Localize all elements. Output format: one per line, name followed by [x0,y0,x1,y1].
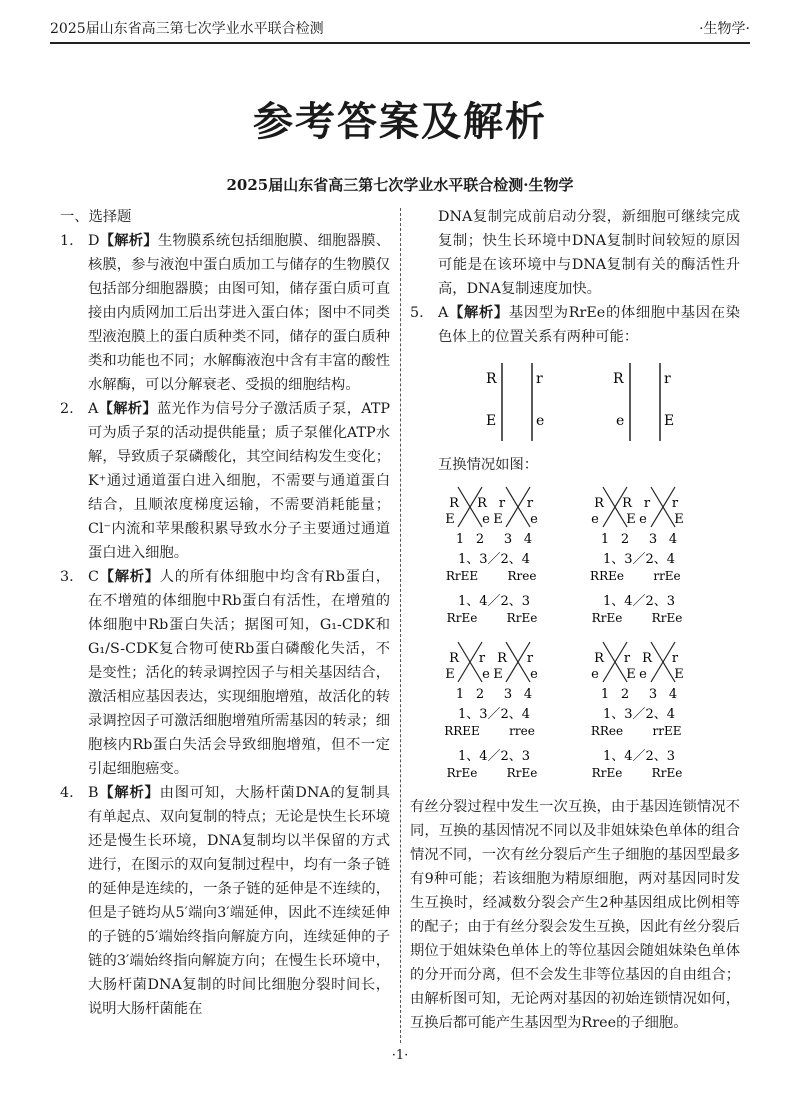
gene-label: R [622,496,632,511]
header-subject: ·生物学· [699,21,750,37]
gene-label: e [639,512,647,527]
gene-label: E [493,667,503,682]
analysis-tag: 【解析】 [99,233,158,249]
answer-text: 生物膜系统包括细胞膜、细胞器膜、核膜，参与液泡中蛋白质加工与储存的生物膜仅包括部分细胞器膜；由图可知，储存蛋白质可直接由内质网加工后出芽进入蛋白体；图中不同类型液泡膜上的蛋白质种类不同，储存的蛋白质种类和功能也不同；水解酶液泡中含有丰富的酸性水解酶，可以分解衰老、受损的细胞结构。 [88,233,391,393]
genotype-label: RrEe [651,611,683,625]
chromatid-number: 4 [668,532,678,547]
genotype-label: RrEe [591,766,623,780]
gene-label: R [449,496,459,511]
answer-choice: A [88,401,99,417]
gene-label: E [445,512,455,527]
gene-label: r [526,496,534,511]
chromatid-number: 1 [600,532,610,547]
chromatid-number: 1 [455,532,465,547]
genotype-label: RrEe [591,611,623,625]
gene-label: e [530,512,538,527]
answer-item-5 [410,301,740,349]
gene-label: e [530,667,538,682]
combination-label: 1、4／2、3 [457,749,531,764]
gene-label: r [536,371,543,387]
genotype-label: RRee [590,724,624,738]
gene-label: R [613,371,624,387]
chromosome-pair-a [486,363,544,441]
section-heading: 一、选择题 [60,209,132,225]
answer-choice: A [438,305,449,321]
answer-text: 由图可知，大肠杆菌DNA的复制具有单起点、双向复制的特点；无论是快生长环境还是慢生长环境，DNA复制均以半保留的方式进行，在图示的双向复制过程中，均有一条子链的延伸是连续的，一条子链的延伸是不连续的，但是子链均从5′端向3′端延伸，因此不连续延伸的子链的5′端始终指向解旋方向，连续延伸的子链的3′端始终指向解旋方向；在慢生长环境中，大肠杆菌DNA复制的时间比细胞分裂时间长，说明大肠杆菌能在 [88,785,391,1017]
gene-label: E [626,512,636,527]
chromatid-number: 2 [620,687,630,702]
combination-label: 1、3／2、4 [457,552,531,567]
answer-5-conclusion: 有丝分裂过程中发生一次互换，由于基因连锁情况不同，互换的基因情况不同以及非姐妹染色单体的组合情况不同，一次有丝分裂后产生子细胞的基因型最多有9种可能；若该细胞为精原细胞，两对基因同时发生互换时，经减数分裂会产生2种基因组成比例相等的配子；由于有丝分裂会发生互换，因此有丝分裂后期位于姐妹染色单体上的等位基因会随姐妹染色单体的分开而分离，但不会发生非等位基因的自由组合；由解析图可知，无论两对基因的初始连锁情况如何，互换后都可能产生基因型为Rree的子细胞。 [410,799,741,1031]
answer-text: 人的所有体细胞中均含有Rb蛋白，在不增殖的体细胞中Rb蛋白有活性，在增殖的体细胞中Rb蛋白失活；据图可知，G₁-CDK和G₁/S-CDK复合物可使Rb蛋白磷酸化失活，不是变性；活化的转录调控因子与相关基因结合，激活相应基因表达，实现细胞增殖，故活化的转录调控因子可激活细胞增殖所需基因的转录；细胞核内Rb蛋白失活会导致细胞增殖，但不一定引起细胞癌变。 [88,569,391,777]
gene-label: E [674,667,684,682]
gene-label: E [486,413,497,429]
answer-4-continued: DNA复制完成前启动分裂，新细胞可继续完成复制；快生长环境中DNA复制时间较短的原因可能是在该环境中与DNA复制有关的酶活性升高，DNA复制速度加快。 [438,209,740,297]
genotype-label: RREE [444,724,480,738]
chromatid-number: 4 [668,687,678,702]
chromatid-number: 4 [523,532,533,547]
exchange-label: 互换情况如图： [438,457,539,473]
genotype-label: RrEe [446,766,478,780]
analysis-tag: 【解析】 [448,305,509,321]
chromatid-number: 2 [620,532,630,547]
gene-label: r [671,651,679,666]
chromatid-number: 4 [523,687,533,702]
combination-label: 1、3／2、4 [602,707,676,722]
chromosome-pair-b [613,363,674,441]
gene-label: e [482,667,490,682]
genotype-label: RrEe [651,766,683,780]
combination-label: 1、4／2、3 [602,749,676,764]
genotype-label: RREe [590,569,624,583]
answer-text: 蓝光作为信号分子激活质子泵，ATP可为质子泵的活动提供能量；质子泵催化ATP水解，导致质子泵磷酸化，其空间结构发生变化；K⁺通过通道蛋白进入细胞，不需要与通道蛋白结合，且顺浓度梯度运输，不需要消耗能量；Cl⁻内流和苹果酸积累导致水分子主要通过通道蛋白进入细胞。 [88,401,390,561]
chromatid-number: 2 [475,687,485,702]
gene-label: E [445,667,455,682]
gene-label: E [626,667,636,682]
answer-number: 1. [60,233,74,249]
analysis-tag: 【解析】 [98,569,160,585]
chromatid-number: 3 [648,532,658,547]
genotype-label: rrEe [653,569,681,583]
gene-label: e [482,512,490,527]
chromatid-number: 3 [503,687,513,702]
gene-label: R [449,651,459,666]
gene-label: r [664,371,671,387]
answer-number: 2. [60,401,74,417]
answer-item-4 [60,781,390,1021]
gene-label: e [639,667,647,682]
answer-choice: D [88,233,100,249]
gene-label: r [643,496,651,511]
genotype-label: rrEE [652,724,682,738]
gene-label: e [591,667,599,682]
combination-label: 1、3／2、4 [457,707,531,722]
genotype-label: rree [509,724,535,738]
right-column [410,205,740,1035]
gene-label: R [477,496,487,511]
page-header [50,14,750,38]
chromatid-number: 3 [503,532,513,547]
page-subtitle: 2025届山东省高三第七次学业水平联合检测·生物学 [226,176,574,194]
chromatid-number: 1 [455,687,465,702]
combination-label: 1、3／2、4 [602,552,676,567]
combination-label: 1、4／2、3 [602,594,676,609]
chromatid-number: 2 [475,532,485,547]
gene-label: E [493,512,503,527]
answer-text: 基因型为RrEe的体细胞中基因在染色体上的位置关系有两种可能： [438,305,741,345]
genotype-label: RrEE [445,569,479,583]
gene-label: R [642,651,652,666]
answer-choice: C [88,569,99,585]
left-column [60,205,390,1021]
column-divider [400,208,401,1043]
page-number: ·1· [391,1048,409,1063]
gene-label: E [674,512,684,527]
gene-label: R [594,651,604,666]
gene-label: r [526,651,534,666]
answer-item-1 [60,229,390,397]
gene-label: e [616,413,625,429]
gene-label: r [671,496,679,511]
chromatid-number: 1 [600,687,610,702]
answer-item-2 [60,397,390,565]
header-exam-title: 2025届山东省高三第七次学业水平联合检测 [50,21,324,37]
gene-label: E [664,413,675,429]
header-rule [50,42,750,44]
exchange-diagram [410,477,740,795]
gene-label: R [497,651,507,666]
chromosome-position-diagram [410,353,740,449]
genotype-label: RrEe [506,611,538,625]
genotype-label: RrEe [446,611,478,625]
gene-label: r [498,496,506,511]
answer-item-3 [60,565,390,781]
analysis-tag: 【解析】 [98,401,157,417]
genotype-label: RrEe [506,766,538,780]
gene-label: R [486,371,497,387]
gene-label: r [478,651,486,666]
answer-number: 4. [60,785,74,801]
gene-label: e [591,512,599,527]
genotype-label: Rree [507,569,537,583]
combination-label: 1、4／2、3 [457,594,531,609]
answer-number: 5. [410,305,424,321]
chromatid-number: 3 [648,687,658,702]
answer-choice: B [88,785,99,801]
gene-label: e [536,413,545,429]
analysis-tag: 【解析】 [98,785,160,801]
gene-label: r [623,651,631,666]
answer-number: 3. [60,569,74,585]
gene-label: R [594,496,604,511]
page-title: 参考答案及解析 [253,99,547,145]
